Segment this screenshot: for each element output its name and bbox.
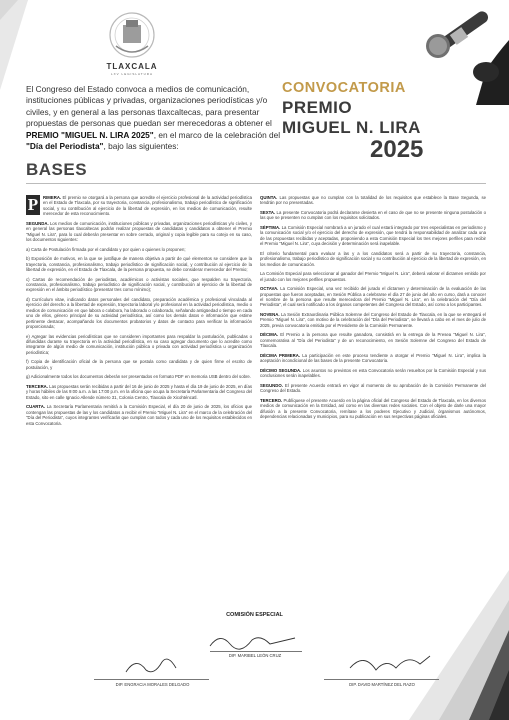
base-tercera: TERCERA. Las propuestas serán recibidas a partir del 16 de junio de 2025 y hasta el día 19 de junio de 2025, en días y horas hábiles de las 9:00 a.m. a las 17:00 p.m. en la oficina que ocupa la Secretaría Parlamentaria del Congreso del Estado, sito en calle Ignacio Allende número 31, Colonia Centro, Tlaxcala de Xicohténcatl.: [26, 384, 252, 400]
award-name-heading: MIGUEL N. LIRA: [282, 118, 421, 137]
base-decima: DÉCIMA. El Premio a la persona que resulte ganadora, consistirá en la entrega de la Presea "Miguel N. Lira", conmemorativa al "Día del Periodista" y de un reconocimiento, en Sesión Solemne del Congreso del Estado de Tlaxcala.: [260, 332, 486, 349]
signature-left: [96, 652, 206, 678]
signature-line-right: [324, 679, 439, 680]
left-column: [26, 195, 252, 430]
requirement-a: a) Carta de Postulación firmada por el candidato y por quien o quienes lo proponen;: [26, 246, 186, 252]
transitorio-segundo: SEGUNDO. El presente Acuerdo entrará en vigor al momento de su aprobación de la Comisión Permanente del Congreso del Estado.: [260, 382, 486, 394]
award-year: 2025: [370, 136, 424, 163]
requirement-c: c) Cartas de recomendación de periodistas, académicos o activistas sociales, que respalden su trayectoria, constancia, profesionalismo, trabajo periodístico de significación social, y contribución al ejercicio de la libertad de expresión en el ámbito periodístico (presentar tres como mínimo);: [26, 276, 252, 293]
requirement-b: b) Exposición de motivos, en la que se justifique de manera objetiva a partir de qué elementos se considere que la trayectoria, constancia, profesionalismo, trabajo periodístico de significación social, y contribución al ejercicio de la libertad de expresión, en el Estado de Tlaxcala, de la persona propuesta, se debe considerar merecedor del Premio;: [26, 256, 252, 273]
base-sexta: SEXTA. La presente Convocatoria podrá declararse desierta en el caso de que no se presente ninguna postulación o las que se presenten no cumplan con los requisitos solicitados.: [260, 210, 486, 221]
dropcap: P: [27, 195, 39, 214]
base-novena: NOVENA. La Sesión Extraordinaria Pública Solemne del Congreso del Estado de Tlaxcala, en la que se entregará el Premio "Miguel N. Lira", con motivo de la celebración del "Día del Periodista", se llevará a cabo en el mes de julio de 2025, previa convocatoria emitida por el Presidente de la Comisión Permanente.: [260, 312, 486, 328]
requirement-g: g) Adicionalmente todos los documentos deberán ser presentados en formato PDF en memoria USB dentro del sobre.: [26, 374, 251, 380]
base-octava: OCTAVA. La Comisión Especial, una vez recibido del jurado el dictamen y determinación de la evaluación de las propuestas que fueron aceptadas, en Sesión Pública a celebrarse el día 27 de junio del año en curso, dará a conocer el nombre de la persona que resulte merecedora del Premio "Miguel N. Lira", en la celebración del "Día del Periodista", el cual será notificado a los órganos competentes del Congreso del Estado, así como a los participantes.: [260, 286, 486, 308]
base-septima: SÉPTIMA. La Comisión Especial nombrará a un jurado el cual estará integrado por tres especialistas en periodismo y la comunicación social y/o el ejercicio del derecho de expresión, que tendrá la responsabilidad de analizar cada una de las propuestas recibidas y aceptadas, proponiendo a esta Comisión Especial los tres mejores perfiles para recibir el Premio "Miguel N. Lira", cuya decisión y determinación será inapelable.: [260, 225, 486, 247]
requirement-d: d) Currículum vitae, indicando datos personales del candidato, preparación académica y profesional vinculada al ejercicio del derecho a la libertad de expresión, trayectoria laboral y/o profesional en la actividad periodística, medio o medios de comunicación en que labora o colabora, ha laborado o colaborado, señalando antigüedad o tiempo en cada uno de ellos, género principal de su actividad periodística, así como los demás datos e información que estime pertinente destacar, acompañando los documentos probatorios y datos de contacto para verificar la información proporcionada;: [26, 297, 252, 330]
signature-center: [200, 630, 310, 652]
signatory-center: DIP. MARIBEL LEÓN CRUZ: [228, 653, 282, 658]
signature-right: [330, 650, 440, 676]
base-decimo-segunda: DÉCIMO SEGUNDA. Los asuntos no previstos en esta Convocatoria serán resueltos por la Comisión Especial y sus conclusiones serán inapelables.: [260, 367, 486, 379]
base-quinta: QUINTA. Las propuestas que no cumplan con la totalidad de los requisitos que establece la Base Segunda, se tendrán por no presentadas.: [260, 195, 486, 206]
requirement-e: e) Agregar las evidencias periodísticas que se consideren importantes para respaldar la postulación, publicadas o difundidas durante su trayectoria en la actividad periodística, en su caso agregar documento que lo acredite como integrante de algún medio de comunicación, institución pública o privada con actividad periodística u organización periodística;: [26, 333, 252, 355]
corner-decoration-bottom-right: [369, 560, 509, 720]
requirement-f: f) Copia de identificación oficial de la persona que se postula como candidata y de quien firme el escrito de postulación, y: [26, 359, 252, 370]
bases-divider: [26, 183, 486, 184]
evaluation-criteria: El criterio fundamental para evaluar a las y a los candidatos será a partir de su trayectoria, constancia, profesionalismo, trabajo periodístico de significación social y su contribución al ejercicio de la libertad de expresión, en los medios de comunicación.: [260, 250, 486, 267]
base-cuarta: CUARTA. La Secretaría Parlamentaria remitirá a la Comisión Especial, el día 20 de junio de 2025, los oficios que contengan las propuestas de las y los candidatos a recibir el Premio "Miguel N. Lira" en el marco de la celebración del "Día del Periodista", cuyos integrantes verificarán que cumplan con todos y cada uno de los requisitos establecidos en esta Convocatoria.: [26, 404, 252, 426]
transitorio-tercero: TERCERO. Publíquese el presente Acuerdo en la página oficial del Congreso del Estado de Tlaxcala, en los diversos medios de comunicación en la Entidad, así como en las diversas redes sociales. Con el objeto de darle una mayor difusión a la presente Convocatoria, remítase a los poderes Ejecutivo y Judicial, órganismos autónomos, dependencias relacionadas y municipios, para su publicación en sus respectivas páginas oficiales.: [260, 397, 486, 420]
microphone-image: [416, 0, 509, 105]
premio-heading: PREMIO: [282, 98, 353, 117]
intro-paragraph: El Congreso del Estado convoca a medios de comunicación, instituciones públicas y privadas, organizaciones periodísticas y/o civiles, y en general a las personas tlaxcaltecas, para presentar propuestas de personas que puedan ser merecedoras a obtener el PREMIO "MIGUEL N. LIRA 2025", en el marco de la celebración del "Día del Periodista", bajo las siguientes:: [26, 84, 281, 152]
signatory-left: DIP. ENGRACIA MORALES DELGADO: [115, 682, 190, 687]
convocatoria-heading: CONVOCATORIA: [282, 80, 406, 96]
base-decima-primera: DÉCIMA PRIMERA. La participación en este proceso tendiente a otorgar el Premio "Miguel N. Lira", implica la aceptación incondicional de las bases de la presente Convocatoria.: [260, 352, 486, 364]
logo-subtitle: LXV LEGISLATURA: [111, 72, 153, 76]
logo-wordmark: TLAXCALA: [106, 62, 158, 71]
commission-note: La Comisión Especial para seleccionar al ganador del Premio "Miguel N. Lira", deberá valorar el dictamen emitido por el jurado con los mejores perfiles propuestos.: [260, 271, 486, 282]
signature-line-center: [210, 651, 302, 652]
commission-title: COMISIÓN ESPECIAL: [226, 612, 283, 618]
base-segunda: SEGUNDA. Los medios de comunicación, instituciones públicas y privadas, organizaciones periodísticas y/o civiles, y en general las personas tlaxcaltecas podrán realizar propuestas de candidatas y candidatos a obtener el Premio "Miguel N. Lira", para lo cual deberán presentar en sobre cerrado, original y copia legible para su cotejo en su caso, los documentos siguientes:: [26, 220, 252, 243]
signatory-right: DIP. DAVID MARTÍNEZ DEL RAZO: [349, 682, 415, 687]
base-primera: P RIMERA. El premio se otorgará a la persona que acredite el ejercicio profesional de la actividad periodística en el Estado de Tlaxcala, por su trayectoria, constancia, profesionalismo, trabajo periodístico de significación social, y su contribución al ejercicio de la libertad de expresión, en los medios de comunicación, resulte merecedor de esta reconocimiento.: [27, 195, 252, 217]
right-column: [260, 195, 486, 424]
signature-line-left: [94, 679, 209, 680]
bases-title: BASES: [26, 160, 88, 179]
